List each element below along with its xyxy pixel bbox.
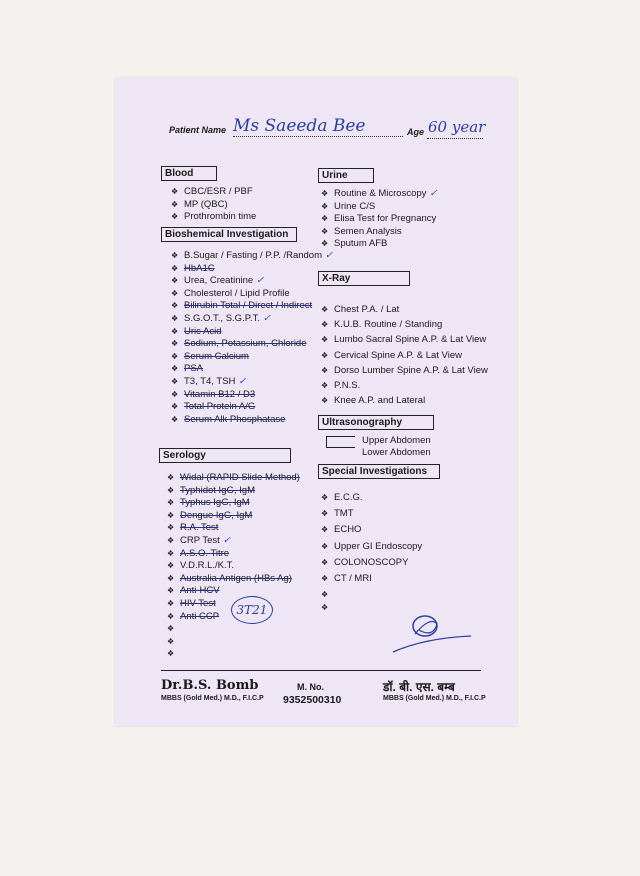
age-value: 60 year (428, 118, 486, 136)
list-item: ❖ HbA1C (171, 263, 333, 276)
xray-list (321, 302, 488, 408)
age-label: Age (407, 127, 425, 137)
mno-value: 9352500310 (283, 694, 342, 706)
blood-heading: Blood (161, 166, 217, 181)
patient-name-value: Ms Saeeda Bee (233, 116, 366, 136)
list-item: ❖ PSA (171, 363, 333, 376)
list-item: ❖ Urea, Creatinine ✓ (171, 275, 333, 288)
special-heading: Special Investigations (318, 464, 440, 479)
list-item: ❖ B.Sugar / Fasting / P.P. /Random ✓ (171, 250, 333, 263)
list-item: ❖ Urine C/S (321, 201, 437, 214)
list-item: ❖ Sodium, Potassium, Chloride (171, 338, 333, 351)
list-item: ❖ Australia Antigen (HBs Ag) (167, 573, 300, 586)
list-item: ❖ CBC/ESR / PBF (171, 186, 256, 199)
list-item: ❖ ECHO (321, 522, 422, 538)
list-item (167, 648, 300, 661)
list-item: ❖ MP (QBC) (171, 199, 256, 212)
list-item: ❖ TMT (321, 506, 422, 522)
list-item: ❖ E.C.G. (321, 490, 422, 506)
list-item: ❖ Widal (RAPID Slide Method) (167, 472, 300, 485)
biochem-list (171, 250, 333, 426)
ultrasound-heading: Ultrasonography (318, 415, 434, 430)
ultrasound-lower: Lower Abdomen (362, 447, 431, 458)
list-item: ❖ HIV Test (167, 598, 300, 611)
doctor-qualifications-right: MBBS (Gold Med.) M.D., F.I.C.P (383, 695, 486, 702)
list-item: ❖ CRP Test ✓ (167, 535, 300, 548)
list-item: ❖ Routine & Microscopy ✓ (321, 188, 437, 201)
footer-divider (161, 670, 481, 671)
list-item: ❖ CT / MRI (321, 571, 422, 587)
list-item: ❖ Elisa Test for Pregnancy (321, 213, 437, 226)
ultrasound-upper: Upper Abdomen (362, 435, 431, 446)
name-underline (233, 136, 403, 137)
list-item: ❖ K.U.B. Routine / Standing (321, 317, 488, 332)
list-item (321, 587, 422, 600)
list-item: ❖ Chest P.A. / Lat (321, 302, 488, 317)
list-item: ❖ Serum Alk Phosphatase (171, 414, 333, 427)
list-item: ❖ Lumbo Sacral Spine A.P. & Lat View (321, 332, 488, 347)
list-item: ❖ Sputum AFB (321, 238, 437, 251)
patient-name-label: Patient Name (169, 125, 227, 135)
list-item: ❖ Total Protein A/G (171, 401, 333, 414)
age-underline (427, 138, 483, 139)
list-item: ❖ A.S.O. Titre (167, 548, 300, 561)
special-list (321, 490, 422, 612)
urine-heading: Urine (318, 168, 374, 183)
list-item: ❖ Upper GI Endoscopy (321, 539, 422, 555)
serology-heading: Serology (159, 448, 291, 463)
urine-list (321, 188, 437, 251)
mno-label: M. No. (297, 682, 324, 692)
list-item (167, 623, 300, 636)
serology-list (167, 472, 300, 661)
biochem-heading: Bioshemical Investigation (161, 227, 297, 242)
list-item: ❖ Anti CCP (167, 611, 300, 624)
list-item: ❖ Vitamin B12 / D3 (171, 389, 333, 402)
doctor-name: Dr.B.S. Bomb (161, 678, 259, 693)
list-item: ❖ Dengue IgG, IgM (167, 510, 300, 523)
list-item: ❖ S.G.O.T., S.G.P.T. ✓ (171, 313, 333, 326)
prescription-sheet (115, 78, 517, 726)
list-item: ❖ Dorso Lumber Spine A.P. & Lat View (321, 363, 488, 378)
list-item: ❖ T3, T4, TSH ✓ (171, 376, 333, 389)
doctor-name-hindi: डॉ. बी. एस. बम्ब (383, 680, 455, 694)
list-item: ❖ Typhidot IgG, IgM (167, 485, 300, 498)
ultrasound-bracket (326, 436, 355, 448)
list-item: ❖ Uric Acid (171, 326, 333, 339)
list-item: ❖ Cholesterol / Lipid Profile (171, 288, 333, 301)
list-item: ❖ Knee A.P. and Lateral (321, 393, 488, 408)
list-item (167, 636, 300, 649)
list-item: ❖ COLONOSCOPY (321, 555, 422, 571)
list-item: ❖ R.A. Test (167, 522, 300, 535)
list-item: ❖ Cervical Spine A.P. & Lat View (321, 348, 488, 363)
list-item: ❖ V.D.R.L./K.T. (167, 560, 300, 573)
hand-stamp: 3T21 (231, 596, 273, 624)
list-item: ❖ P.N.S. (321, 378, 488, 393)
doctor-qualifications: MBBS (Gold Med.) M.D., F.I.C.P (161, 695, 264, 702)
list-item: ❖ Anti-HCV (167, 585, 300, 598)
xray-heading: X-Ray (318, 271, 410, 286)
list-item: ❖ Semen Analysis (321, 226, 437, 239)
signature-mark (385, 608, 475, 658)
list-item: ❖ Serum Calcium (171, 351, 333, 364)
list-item: ❖ Prothrombin time (171, 211, 256, 224)
blood-list (171, 186, 256, 224)
list-item: ❖ Typhus IgG, IgM (167, 497, 300, 510)
list-item: ❖ Bilirubin Total / Direct / Indirect (171, 300, 333, 313)
